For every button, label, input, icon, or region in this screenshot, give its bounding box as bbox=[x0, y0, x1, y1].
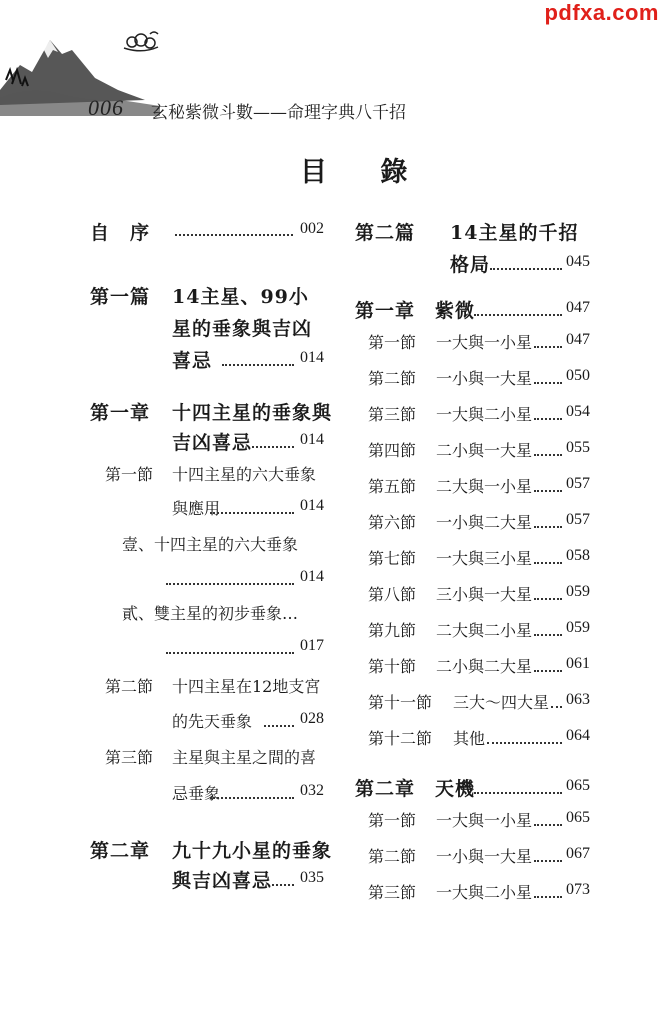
toc-entry-section-label: 第十節 bbox=[368, 657, 417, 676]
toc-entry-part2-line2[interactable]: 格局 bbox=[450, 254, 491, 276]
toc-entry-section-title[interactable]: 一大與一小星 bbox=[436, 811, 533, 830]
toc-entry-section-title[interactable]: 三大～四大星 bbox=[453, 693, 550, 712]
toc-entry-section-label: 第九節 bbox=[368, 621, 417, 640]
toc-entry-chapter-title[interactable]: 天機 bbox=[435, 778, 476, 800]
toc-entry-section-title[interactable]: 其他 bbox=[453, 729, 486, 748]
toc-entry-part1-label: 第一篇 bbox=[90, 286, 151, 308]
toc-entry-section-label: 第三節 bbox=[105, 748, 154, 767]
toc-entry-section-label: 第十一節 bbox=[368, 693, 433, 712]
toc-entry-chapter2-line2[interactable]: 與吉凶喜忌 bbox=[172, 870, 273, 892]
entry-page: 065 bbox=[566, 777, 590, 794]
toc-heading: 目 錄 bbox=[300, 157, 430, 188]
toc-entry-section-line1[interactable]: 十四主星的六大垂象 bbox=[172, 465, 317, 484]
entry-page: 017 bbox=[300, 637, 324, 654]
entry-page: 061 bbox=[566, 655, 590, 672]
toc-entry-chapter1-label: 第一章 bbox=[90, 402, 151, 424]
toc-entry-section-line1[interactable]: 十四主星在12地支宮 bbox=[172, 677, 321, 696]
toc-entry-section-label: 第八節 bbox=[368, 585, 417, 604]
entry-page: 014 bbox=[300, 349, 324, 366]
entry-page: 058 bbox=[566, 547, 590, 564]
toc-entry-section-title[interactable]: 一小與二大星 bbox=[436, 513, 533, 532]
toc-entry-section-label: 第一節 bbox=[368, 333, 417, 352]
toc-entry-chapter2-label: 第二章 bbox=[90, 840, 151, 862]
toc-entry-section-label: 第五節 bbox=[368, 477, 417, 496]
entry-page: 064 bbox=[566, 727, 590, 744]
entry-page: 002 bbox=[300, 220, 324, 237]
toc-entry-section-label: 第二節 bbox=[368, 369, 417, 388]
toc-entry-part2-label: 第二篇 bbox=[355, 222, 416, 244]
toc-entry-section-title[interactable]: 一大與二小星 bbox=[436, 405, 533, 424]
entry-page: 014 bbox=[300, 431, 324, 448]
toc-entry-section-title[interactable]: 二小與一大星 bbox=[436, 441, 533, 460]
toc-entry-section-title[interactable]: 一小與一大星 bbox=[436, 369, 533, 388]
toc-entry-chapter1-line1[interactable]: 十四主星的垂象與 bbox=[172, 402, 333, 424]
entry-page: 059 bbox=[566, 619, 590, 636]
toc-entry-section-label: 第二節 bbox=[105, 677, 154, 696]
toc-entry-section-line2[interactable]: 忌垂象 bbox=[172, 784, 221, 803]
toc-entry-section-label: 第七節 bbox=[368, 549, 417, 568]
entry-page: 014 bbox=[300, 497, 324, 514]
entry-page: 045 bbox=[566, 253, 590, 270]
toc-entry-section-label: 第二節 bbox=[368, 847, 417, 866]
entry-page: 047 bbox=[566, 299, 590, 316]
watermark: pdfxa.com bbox=[544, 0, 659, 25]
toc-entry-chapter-label: 第一章 bbox=[355, 300, 416, 322]
entry-page: 032 bbox=[300, 782, 324, 799]
toc-entry-chapter2-line1[interactable]: 九十九小星的垂象 bbox=[172, 840, 333, 862]
entry-page: 014 bbox=[300, 568, 324, 585]
entry-page: 035 bbox=[300, 869, 324, 886]
toc-entry-chapter-title[interactable]: 紫微 bbox=[435, 300, 476, 322]
toc-entry-chapter1-line2[interactable]: 吉凶喜忌 bbox=[172, 432, 253, 454]
toc-entry-preface[interactable] bbox=[90, 218, 150, 245]
toc-entry-section-label: 第一節 bbox=[368, 811, 417, 830]
toc-entry-part1-line1[interactable]: 14主星、99小 bbox=[172, 286, 309, 308]
entry-page: 055 bbox=[566, 439, 590, 456]
toc-entry-section-title[interactable]: 一大與二小星 bbox=[436, 883, 533, 902]
toc-entry-section-label: 第三節 bbox=[368, 883, 417, 902]
page-number: 006 bbox=[88, 95, 124, 120]
toc-entry-section-title[interactable]: 三小與一大星 bbox=[436, 585, 533, 604]
toc-entry-section-title[interactable]: 一大與一小星 bbox=[436, 333, 533, 352]
toc-entry-section-label: 第三節 bbox=[368, 405, 417, 424]
entry-page: 073 bbox=[566, 881, 590, 898]
entry-page: 059 bbox=[566, 583, 590, 600]
toc-entry-section-line1[interactable]: 主星與主星之間的喜 bbox=[172, 748, 317, 767]
toc-entry-section-title[interactable]: 二小與二大星 bbox=[436, 657, 533, 676]
entry-page: 050 bbox=[566, 367, 590, 384]
toc-entry-section-line2[interactable]: 與應用 bbox=[172, 499, 221, 518]
toc-entry-section-title[interactable]: 一大與三小星 bbox=[436, 549, 533, 568]
entry-page: 057 bbox=[566, 475, 590, 492]
entry-page: 067 bbox=[566, 845, 590, 862]
entry-label: 自 序 bbox=[90, 222, 151, 244]
running-header-title: 玄秘紫微斗數——命理字典八千招 bbox=[151, 103, 406, 123]
toc-entry-part1-line2[interactable]: 星的垂象與吉凶 bbox=[172, 318, 313, 340]
toc-entry-section-label: 第一節 bbox=[105, 465, 154, 484]
entry-page: 057 bbox=[566, 511, 590, 528]
toc-entry-section-title[interactable]: 一小與一大星 bbox=[436, 847, 533, 866]
toc-entry-subsection[interactable]: 貳、雙主星的初步垂象… bbox=[122, 604, 299, 623]
toc-entry-subsection[interactable]: 壹、十四主星的六大垂象 bbox=[122, 535, 299, 554]
toc-entry-section-title[interactable]: 二大與一小星 bbox=[436, 477, 533, 496]
toc-entry-chapter-label: 第二章 bbox=[355, 778, 416, 800]
toc-entry-section-label: 第十二節 bbox=[368, 729, 433, 748]
entry-page: 054 bbox=[566, 403, 590, 420]
toc-entry-part1-line3[interactable]: 喜忌 bbox=[172, 350, 213, 372]
toc-entry-part2-line1[interactable]: 14主星的千招 bbox=[450, 222, 579, 244]
entry-page: 063 bbox=[566, 691, 590, 708]
entry-page: 065 bbox=[566, 809, 590, 826]
entry-page: 028 bbox=[300, 710, 324, 727]
entry-page: 047 bbox=[566, 331, 590, 348]
toc-entry-section-line2[interactable]: 的先天垂象 bbox=[172, 712, 253, 731]
toc-entry-section-title[interactable]: 二大與二小星 bbox=[436, 621, 533, 640]
toc-entry-section-label: 第四節 bbox=[368, 441, 417, 460]
toc-entry-section-label: 第六節 bbox=[368, 513, 417, 532]
toc-right-column bbox=[340, 0, 671, 1024]
